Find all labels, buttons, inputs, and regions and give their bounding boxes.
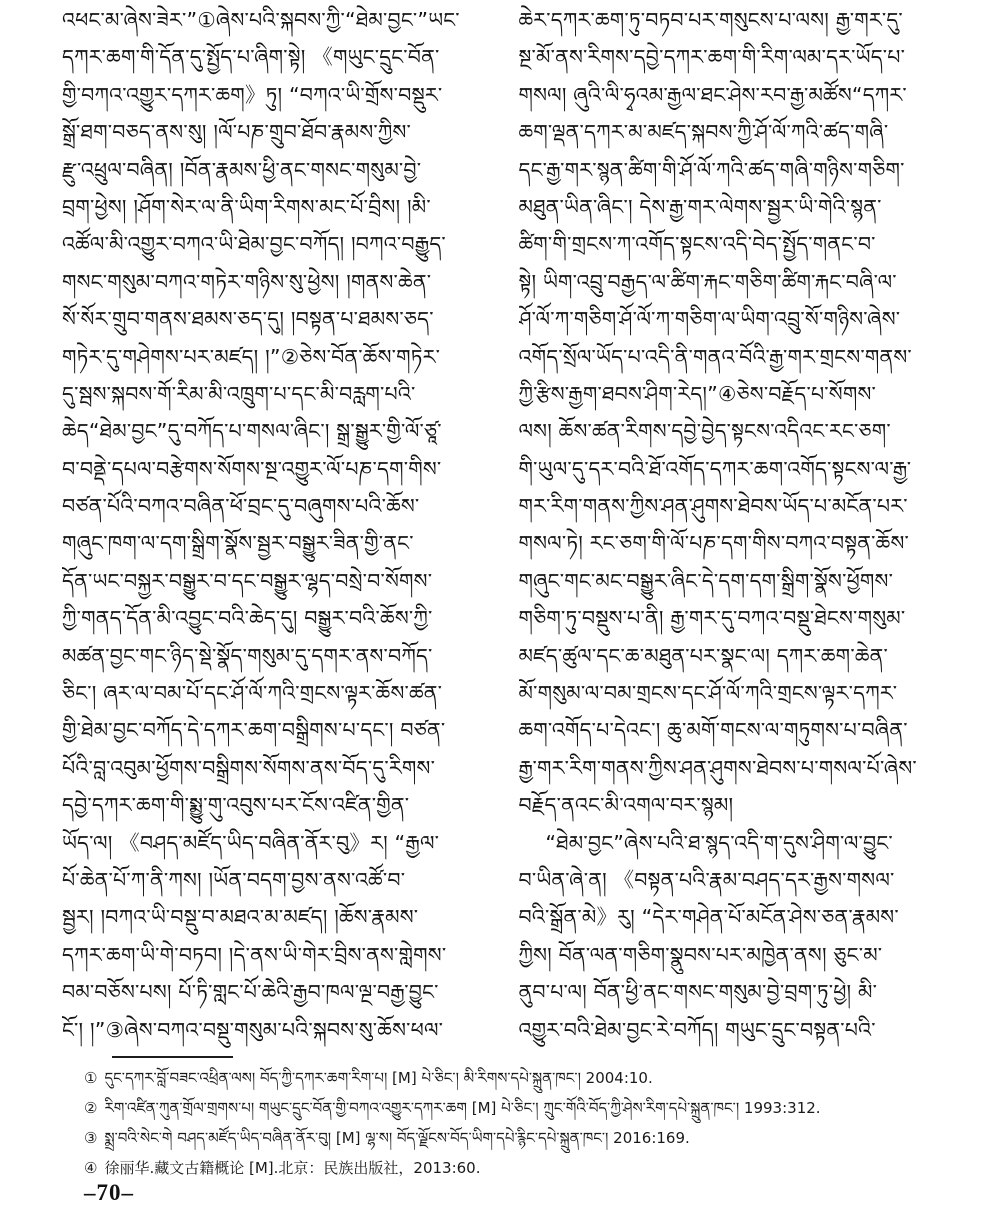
text-line: ཤོ་ལོ་ཀ་གཅིག་ཤོ་ལོ་ཀ་གཅིག་ལ་ཡིག་འབྲུ་སོ་གཉིས་ཞེས་ xyxy=(518,307,901,332)
text-line: ཆེད“ཐེམ་བྱང”དུ་བཀོད་པ་གསལ་ཞིང་། སྒྲ་སྒྱུར་གྱི་ལོ་ཙཱ་ xyxy=(62,419,442,444)
footnote xyxy=(84,1153,968,1183)
text-line: པོའི་བླ་འབུམ་ཕྱོགས་བསྒྲིགས་སོགས་ནས་བོད་དུ་རིགས་ xyxy=(62,755,436,780)
footnote-marker: ① xyxy=(84,1069,98,1087)
footnote-text: རིག་འཛིན་ཀུན་གྲོལ་གྲགས་པ། གཡུང་དྲུང་བོན་གྱི་བཀའ་འགྱུར་དཀར་ཆག [M] པེ་ཅིང་། ཀྲུང་གོའི་བོད་ཀྱི་ཤེས་རིག་དཔེ་སྐྲུན་ཁང་། 1993:312. xyxy=(104,1099,821,1117)
text-line: གཞུང་གང་མང་བསྒྱུར་ཞིང་དེ་དག་དག་སྒྲིག་སྣོས་ཕྱོགས་ xyxy=(518,568,894,593)
footnote-marker: ② xyxy=(84,1099,98,1117)
text-line: གཏེར་དུ་གཤེགས་པར་མཛད། །”②ཅེས་བོན་ཆོས་གཏེར་ xyxy=(62,344,441,369)
text-line: སྟེ། ཡིག་འབྲུ་བརྒྱད་ལ་ཚིག་རྐང་གཅིག་ཚིག་རྐང་བཞི་ལ་ xyxy=(518,269,897,294)
footnote-text: 徐丽华.藏文古籍概论 [M].北京：民族出版社，2013:60. xyxy=(104,1159,481,1177)
text-line: དང་རྒྱ་གར་སྙན་ཚིག་གི་ཤོ་ལོ་ཀའི་ཚད་གཞི་གཉིས་གཅིག་ xyxy=(518,157,905,182)
footnote-marker: ④ xyxy=(84,1159,98,1177)
text-line: དོན་ཡང་བསྐྱར་བསྒྱུར་བ་དང་བསྒྱུར་ལྷད་བསྲེ་བ་སོགས་ xyxy=(62,568,433,593)
text-line: སྦྱར། །བཀའ་ཡི་བསྡུ་བ་མཐའ་མ་མཛད། །ཆོས་རྣམས་ xyxy=(62,905,419,930)
footnote-text: དུང་དཀར་བློ་བཟང་འཕྲིན་ལས། བོད་ཀྱི་དཀར་ཆག་རིག་པ། [M] པེ་ཅིང་། མི་རིགས་དཔེ་སྐྲུན་ཁང་། 2004:10. xyxy=(104,1069,653,1087)
text-line: དཀར་ཆག་གི་དོན་དུ་སྤྱོད་པ་ཞིག་སྟེ། 《གཡུང་དྲུང་བོན་ xyxy=(62,45,440,70)
footnotes xyxy=(84,1063,968,1183)
text-line: འཚོལ་མི་འགྱུར་བཀའ་ཡི་ཐེམ་བྱང་བཀོད། །བཀའ་བརྒྱུད་ xyxy=(62,232,446,257)
text-column-right xyxy=(519,2,961,1049)
text-line: མཚན་བྱང་གང་ཉིད་སྡེ་སྣོད་གསུམ་དུ་དགར་ནས་བཀོད་ xyxy=(62,643,433,668)
text-line: བ་ཡིན་ཞེ་ན། 《བསྟན་པའི་རྣམ་བཤད་དར་རྒྱས་གསལ་ xyxy=(518,867,895,892)
text-line: ནུབ་པ་ལ། བོན་ཕྱི་ནང་གསང་གསུམ་བྱེ་བྲག་ཏུ་ཕྱེ། མི་ xyxy=(518,980,878,1005)
text-line: མོ་གསུམ་ལ་བམ་གྲངས་དང་ཤོ་ལོ་ཀའི་གྲངས་ལྟར་དཀར་ xyxy=(518,681,898,706)
text-line: འཕང་མ་ཞེས་ཟེར་”①ཞེས་པའི་སྐབས་ཀྱི་“ཐེམ་བྱང་”ཡང་ xyxy=(62,8,460,32)
text-line: དབྱེ་དཀར་ཆག་གི་སྨྱུ་གུ་འབུས་པར་ངོས་འཛིན་གྱིན་ xyxy=(62,793,410,818)
text-line: བའི་སྒྲོན་མེ》རུ། “དེར་གཤེན་པོ་མངོན་ཤེས་ཅན་རྣམས་ xyxy=(518,905,899,930)
text-line: ལས། ཆོས་ཚན་རིགས་དབྱེ་བྱེད་སྟངས་འདིའང་རང་ཅག་ xyxy=(518,419,891,444)
text-line: གྱི་བཀའ་འགྱུར་དཀར་ཆག》ཏུ། “བཀའ་ཡི་གྲོས་བསྡུར་ xyxy=(62,82,443,107)
text-line: གཞུང་ཁག་ལ་དག་སྒྲིག་སྣོས་སྦྱར་བསྒྱུར་ཟིན་གྱི་ནང་ xyxy=(62,531,414,556)
footnote-marker: ③ xyxy=(84,1129,98,1147)
text-line: སྒྲོ་ཐག་བཅད་ནས་སུ། །ལོ་པཎ་གྲུབ་ཐོབ་རྣམས་ཀྱིས་ xyxy=(62,120,412,145)
text-line: “ཐེམ་བྱང”ཞེས་པའི་ཐ་སྙད་འདི་ག་དུས་ཤིག་ལ་བྱུང་ xyxy=(518,830,893,855)
text-line: བམ་བཅོས་པས། པོ་ཏི་གླང་པོ་ཆེའི་རྒྱབ་ཁལ་ལྔ་བརྒྱ་བྱུང་ xyxy=(62,980,439,1005)
text-line: བརྗོད་ནའང་མི་འགལ་བར་སྙམ། xyxy=(518,793,734,818)
text-line: ཆེར་དཀར་ཆག་ཏུ་བཏབ་པར་གསུངས་པ་ལས། རྒྱ་གར་དུ་ xyxy=(518,8,903,32)
footnote xyxy=(84,1093,968,1123)
text-line: གསལ་ཏེ། རང་ཅག་གི་ལོ་པཎ་དག་གིས་བཀའ་བསྟན་ཆོས་ xyxy=(518,531,910,556)
text-line: འགྱུར་བའི་ཐེམ་བྱང་རེ་བཀོད། གཡུང་དྲུང་བསྟན་པའི་ xyxy=(518,1017,876,1042)
text-columns xyxy=(62,2,960,1049)
text-line: རྫུ་འཕྲུལ་བཞིན། །བོན་རྣམས་ཕྱི་ནང་གསང་གསུམ་བྱེ་ xyxy=(62,157,422,182)
text-line: གཅིག་ཏུ་བསྡུས་པ་ནི། རྒྱ་གར་དུ་བཀའ་བསྡུ་ཐེངས་གསུམ་ xyxy=(518,606,906,631)
text-line: ཆག་ལྡན་དཀར་མ་མཛད་སྐབས་ཀྱི་ཤོ་ལོ་ཀའི་ཚད་གཞི་ xyxy=(518,120,889,145)
text-line: ངོ་། །”③ཞེས་བཀའ་བསྡུ་གསུམ་པའི་སྐབས་སུ་ཆོས་ཕལ་ xyxy=(62,1017,444,1042)
text-line: གི་ཡུལ་དུ་དར་བའི་ཐོ་འགོད་དཀར་ཆག་འགོད་སྟངས་ལ་རྒྱ་ xyxy=(518,456,912,481)
text-line: འགོད་སྲོལ་ཡོད་པ་འདི་ནི་གནའ་བོའི་རྒྱ་གར་གྲངས་གནས་ xyxy=(518,344,912,369)
footnote xyxy=(84,1063,968,1093)
text-line: གྱི་ཐེམ་བྱང་བཀོད་དེ་དཀར་ཆག་བསྒྲིགས་པ་དང་། བཙན་ xyxy=(62,718,446,743)
text-line: བ་བནྡེ་དཔལ་བརྩེགས་སོགས་སྔ་འགྱུར་ལོ་པཎ་དག་གིས་ xyxy=(62,456,442,481)
page-number: –70– xyxy=(84,1180,134,1205)
text-line: སྔ་མོ་ནས་རིགས་དབྱེ་དཀར་ཆག་གི་རིག་ལམ་དར་ཡོད་པ་ xyxy=(518,45,906,70)
text-line: གསལ། ཞུའི་ལི་ཧྭའམ་རྒྱལ་ཐང་ཤེས་རབ་རྒྱ་མཚོས“དཀར་ xyxy=(518,82,907,107)
text-line: པོ་ཆེན་པོ་ཀ་ནི་ཀས། །ཡོན་བདག་བྱས་ནས་འཚོ་བ་ xyxy=(62,867,406,892)
text-line: མཛད་ཚུལ་དང་ཆ་མཐུན་པར་སྣང་ལ། དཀར་ཆག་ཆེན་ xyxy=(518,643,888,668)
text-line: མཐུན་ཡིན་ཞིང་། དེས་རྒྱ་གར་ལེགས་སྦྱར་ཡི་གེའི་སྙན་ xyxy=(518,194,882,219)
footnote-separator-rule xyxy=(112,1056,233,1058)
text-line: ཡོད་ལ། 《བཤད་མཛོད་ཡིད་བཞིན་ནོར་བུ》ར། “རྒྱལ་ xyxy=(62,830,440,855)
text-line: བཙན་པོའི་བཀའ་བཞིན་ཕོ་བྲང་དུ་བཞུགས་པའི་ཆོས་ xyxy=(62,494,420,519)
text-line: ཀྱིས། བོན་ལན་གཅིག་སྣུབས་པར་མཁྱེན་ནས། ཅུང་མ་ xyxy=(518,942,883,967)
text-line: རྒྱ་གར་རིག་གནས་ཀྱིས་ཤན་ཤུགས་ཐེབས་པ་གསལ་པོ་ཞེས་ xyxy=(518,755,917,780)
text-column-left xyxy=(62,2,504,1049)
text-line: བྲག་ཕྱེས། །ཤོག་སེར་ལ་ནི་ཡིག་རིགས་མང་པོ་བྲིས། །མི་ xyxy=(62,194,431,219)
text-line: ཚིག་གི་གྲངས་ཀ་འགོད་སྟངས་འདི་བེད་སྤྱོད་གནང་བ་ xyxy=(518,232,876,257)
text-line: དུ་སྦས་སྐབས་གོ་རིམ་མི་འཁྲུག་པ་དང་མི་བརླག་པའི་ xyxy=(62,381,416,406)
footnote xyxy=(84,1123,968,1153)
text-line: ཅིང་། ཞར་ལ་བམ་པོ་དང་ཤོ་ལོ་ཀའི་གྲངས་ལྟར་ཆོས་ཚན་ xyxy=(62,681,443,706)
text-line: ཆག་འགོད་པ་དེའང་། ཆུ་མགོ་གངས་ལ་གཏུགས་པ་བཞིན་ xyxy=(518,718,908,743)
text-line: གསང་གསུམ་བཀའ་གཏེར་གཉིས་སུ་ཕྱེས། །གནས་ཆེན་ xyxy=(62,269,432,294)
text-line: ཀྱི་གནད་དོན་མི་འབྱུང་བའི་ཆེད་དུ། བསྒྱུར་བའི་ཆོས་ཀྱི་ xyxy=(62,606,433,631)
footnote-text: སྨྲ་བའི་སེང་གེ བཤད་མཛོད་ཡིད་བཞིན་ནོར་བུ། [M] ལྷ་ས། བོད་ལྗོངས་བོད་ཡིག་དཔེ་རྙིང་དཔེ་སྐྲུན་ཁང་། 2016:169. xyxy=(104,1129,690,1147)
text-line: ཀྱི་རྩིས་རྒྱག་ཐབས་ཤིག་རེད།”④ཅེས་བརྗོད་པ་སོགས་ xyxy=(518,381,877,406)
text-line: སོ་སོར་གྲུབ་གནས་ཐམས་ཅད་དུ། །བསྟན་པ་ཐམས་ཅད་ xyxy=(62,307,434,332)
text-line: དཀར་ཆག་ཡི་གེ་བཏབ། །དེ་ནས་ཡི་གེར་བྲིས་ནས་གླེགས་ xyxy=(62,942,447,967)
text-line: གར་རིག་གནས་ཀྱིས་ཤན་ཤུགས་ཐེབས་ཡོད་པ་མངོན་པར་ xyxy=(518,494,908,519)
